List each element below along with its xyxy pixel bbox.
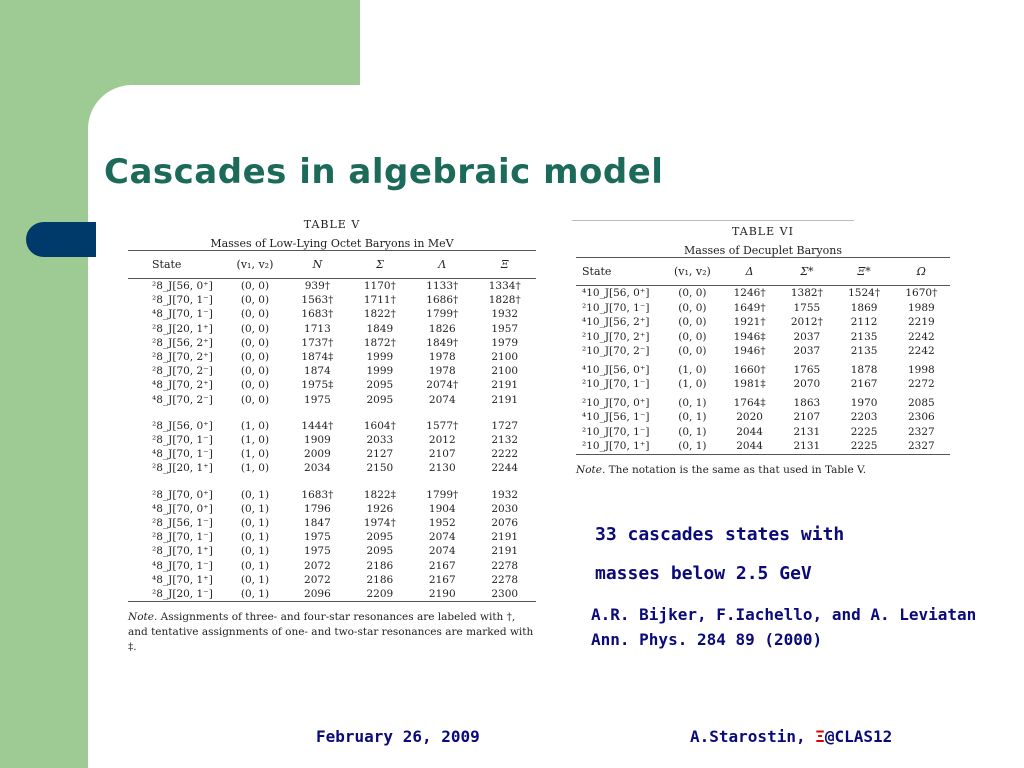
table-vi-cell: 2020 (736, 411, 763, 423)
table-v-row (128, 350, 536, 364)
table-vi-row (576, 344, 950, 359)
table-vi-cell: 2167 (850, 378, 878, 390)
table-vi-cell: ²10_J[70, 2⁻] (582, 345, 650, 357)
table-v-cell: 2095 (366, 531, 394, 544)
table-vi-cell: (0, 0) (678, 330, 707, 343)
table-vi-cell: 1863 (793, 396, 821, 409)
table-vi-grid (576, 257, 950, 455)
table-v-cell: (0, 1) (240, 545, 270, 558)
table-v-cell: 2167 (428, 573, 456, 586)
table-v-cell: ²8_J[70, 1⁻] (152, 294, 213, 307)
table-vi-cell: 2219 (907, 316, 935, 328)
table-v-cell: 1975 (304, 393, 331, 406)
table-v-cell: ²8_J[70, 0⁺] (152, 488, 213, 501)
table-v-cell: 1999 (366, 351, 394, 364)
table-v-cell: 2107 (428, 448, 456, 461)
table-v-row (128, 433, 536, 447)
table-v-label: TABLE V (303, 218, 361, 231)
table-vi-cell: 1946‡ (733, 330, 766, 343)
table-v-cell: 1874‡ (301, 351, 334, 364)
table-v-cell: 1975‡ (301, 379, 334, 392)
table-v-cell: 1683† (301, 488, 334, 501)
table-vi-cell: 1946† (733, 345, 766, 357)
table-vi-cell: 2272 (907, 378, 935, 390)
table-v-cell: 2095 (366, 393, 394, 406)
table-v-row (128, 516, 536, 530)
table-v-cell: 1822‡ (363, 488, 396, 501)
table-v-cell: (1, 0) (240, 419, 270, 432)
table-v-cell: 2191 (491, 545, 519, 558)
table-v-cell: 1334† (488, 280, 521, 292)
table-vi-cell: 2012† (790, 316, 823, 328)
table-vi-cell: 1246† (733, 287, 766, 299)
table-v-cell: 2132 (491, 434, 519, 447)
table-vi-cell: (0, 0) (678, 301, 707, 314)
table-vi-cell: 2107 (793, 411, 821, 423)
table-v-cell: (0, 1) (240, 502, 270, 515)
summary-line-1: 33 cascades states with (595, 524, 845, 545)
table-v-group-gap (128, 476, 536, 488)
table-v-cell: 1713 (304, 322, 331, 335)
table-vi-cell: 1649† (733, 301, 766, 314)
table-v-cell: ²8_J[70, 1⁻] (152, 434, 213, 447)
table-v-cell: 2186 (366, 559, 394, 572)
table-v-header: N (312, 258, 323, 271)
table-vi-row (576, 439, 950, 454)
table-v-cell: 2034 (304, 462, 331, 475)
table-v-cell: 2278 (491, 559, 519, 572)
table-v-cell: (0, 0) (240, 379, 270, 392)
table-vi-cell: 2203 (850, 411, 878, 423)
table-v-row (128, 336, 536, 350)
table-vi-cell: 1869 (850, 301, 878, 314)
table-vi-cell: 2135 (850, 330, 878, 343)
table-v-cell: 2009 (304, 448, 331, 461)
table-vi-cell: ⁴10_J[56, 1⁻] (582, 411, 650, 423)
table-v-header: (v₁, v₂) (236, 258, 274, 271)
table-vi-cell: 1382† (790, 287, 823, 299)
table-v-cell: (0, 1) (240, 588, 270, 601)
table-v-cell: 2074 (428, 393, 456, 406)
table-v-note-text: Assignments of three- and four-star resonances are labeled with †, and tentative assignments of one- and two-star resonances are marked with ‡. (128, 611, 534, 654)
table-v-cell: ²8_J[70, 1⁻] (152, 531, 213, 544)
table-v-header: Λ (438, 258, 447, 271)
table-vi-row (576, 330, 950, 345)
table-v-cell: 1170† (363, 280, 396, 292)
table-v-cell: 2100 (491, 365, 519, 378)
table-vi-row (576, 396, 950, 411)
decorative-tab (26, 222, 96, 257)
table-v-cell: 1978 (428, 351, 456, 364)
table-vi-cell: (0, 0) (678, 287, 707, 299)
table-v-cell: 1799† (426, 488, 459, 501)
table-vi-note-label: Note. (576, 463, 606, 476)
table-v-cell: ²8_J[56, 0⁺] (152, 280, 213, 292)
table-vi-cell: 1878 (850, 363, 878, 376)
table-v-cell: 1952 (428, 517, 456, 530)
table-vi-row (576, 377, 950, 392)
table-vi-cell: 2070 (793, 378, 821, 390)
table-v-cell: ⁴8_J[70, 2⁺] (152, 379, 213, 392)
table-v-cell: 2095 (366, 379, 394, 392)
table-vi-row (576, 425, 950, 440)
table-v-row (128, 279, 536, 294)
table-v-cell: 1683† (301, 308, 334, 321)
table-v-cell: ⁴8_J[70, 1⁺] (152, 573, 213, 586)
table-v-cell: 1974† (363, 517, 396, 530)
table-v-cell: 2074† (426, 379, 459, 392)
table-v-cell: ²8_J[20, 1⁺] (152, 462, 213, 475)
xi-symbol: Ξ (815, 727, 825, 746)
table-v-cell: 1796 (304, 502, 331, 515)
table-v-cell: (0, 1) (240, 559, 270, 572)
table-v-cell: 1799† (426, 308, 459, 321)
table-v-cell: (1, 0) (240, 462, 270, 475)
table-v (128, 218, 536, 655)
table-v-cell: ⁴8_J[70, 2⁻] (152, 393, 213, 406)
table-v-cell: 2191 (491, 393, 519, 406)
table-v-row (128, 393, 536, 407)
table-v-header-row (128, 251, 536, 279)
background-green-strip (0, 0, 88, 768)
table-v-cell: ²8_J[20, 1⁻] (152, 588, 213, 601)
table-v-cell: 2030 (491, 502, 519, 515)
table-v-cell: (0, 0) (240, 393, 270, 406)
table-v-cell: (0, 0) (240, 280, 270, 292)
table-v-cell: 2072 (304, 573, 331, 586)
table-vi-cell: 1981‡ (733, 378, 766, 390)
table-v-cell: 1686† (426, 294, 459, 307)
table-v-cell: ²8_J[56, 0⁺] (152, 419, 213, 432)
table-v-cell: (0, 1) (240, 573, 270, 586)
table-vi-cell: (0, 1) (678, 440, 707, 452)
table-v-cell: 1563† (301, 294, 334, 307)
table-v-cell: ⁴8_J[70, 0⁺] (152, 502, 213, 515)
table-v-cell: 1849† (426, 336, 459, 349)
table-v-cell: 1847 (304, 517, 331, 530)
slide-title: Cascades in algebraic model (104, 152, 664, 192)
table-vi-cell: 1998 (907, 363, 935, 376)
table-vi-cell: 2131 (793, 440, 821, 452)
table-v-row (128, 461, 536, 475)
table-vi-cell: 1670† (905, 287, 938, 299)
table-v-cell: ⁴8_J[70, 1⁻] (152, 559, 213, 572)
table-vi-cell: 2044 (736, 425, 763, 438)
table-v-row (128, 502, 536, 516)
table-vi-cell: 2085 (907, 396, 935, 409)
table-vi-top-line (572, 220, 854, 221)
table-v-row (128, 544, 536, 558)
table-v-row (128, 559, 536, 573)
table-v-cell: 1849 (366, 322, 394, 335)
table-vi-header: Ξ* (857, 265, 871, 278)
table-v-row (128, 573, 536, 587)
table-vi-row (576, 315, 950, 330)
table-vi-cell: (1, 0) (678, 378, 707, 390)
table-v-cell: 2127 (366, 448, 394, 461)
table-v-cell: (0, 0) (240, 351, 270, 364)
table-v-row (128, 447, 536, 461)
footer-date: February 26, 2009 (316, 727, 480, 746)
table-v-cell: 1932 (491, 308, 519, 321)
table-v-row (128, 322, 536, 336)
table-vi-cell: 1970 (850, 396, 878, 409)
table-v-row (128, 307, 536, 321)
table-v-cell: 2209 (366, 588, 394, 601)
table-v-cell: 2076 (491, 517, 519, 530)
table-v-cell: (1, 0) (240, 434, 270, 447)
table-vi-cell: ²10_J[70, 1⁺] (582, 440, 650, 452)
table-v-cell: 2095 (366, 545, 394, 558)
table-vi-cell: ²10_J[70, 1⁻] (582, 378, 650, 390)
table-v-header: State (152, 258, 182, 271)
table-vi-cell: 2225 (850, 425, 878, 438)
table-v-cell: ²8_J[70, 2⁻] (152, 365, 213, 378)
table-vi-cell: 1989 (907, 301, 935, 314)
table-v-note-label: Note. (128, 611, 158, 624)
table-vi-cell: 1524† (848, 287, 881, 299)
table-vi-cell: ²10_J[70, 1⁻] (582, 301, 650, 314)
table-v-header: Ξ (500, 258, 509, 271)
table-v-cell: 1975 (304, 545, 331, 558)
table-vi-header: Σ* (800, 265, 814, 278)
table-vi-cell: 2131 (793, 425, 821, 438)
table-v-cell: 1133† (426, 280, 459, 292)
table-v-row (128, 293, 536, 307)
table-vi-note (576, 463, 950, 478)
table-vi-body (576, 286, 950, 455)
footer-author (690, 727, 892, 746)
table-vi-cell: 2225 (850, 440, 878, 452)
table-v-cell: 2190 (428, 588, 456, 601)
table-v-cell: 939† (304, 280, 331, 292)
table-v-cell: 2072 (304, 559, 331, 572)
table-v-cell: (1, 0) (240, 448, 270, 461)
table-v-cell: ²8_J[70, 2⁺] (152, 351, 213, 364)
table-v-caption: Masses of Low-Lying Octet Baryons in MeV (210, 237, 454, 250)
table-vi-row (576, 363, 950, 378)
table-vi-cell: (0, 0) (678, 316, 707, 328)
table-vi-header: Δ (745, 265, 754, 278)
table-v-cell: 2167 (428, 559, 456, 572)
table-vi-cell: 1921† (733, 316, 766, 328)
table-v-cell: 1909 (304, 434, 331, 447)
table-v-cell: 1926 (366, 502, 394, 515)
table-vi-cell: ²10_J[70, 2⁺] (582, 330, 650, 343)
table-v-grid (128, 250, 536, 602)
table-vi-cell: 2327 (907, 425, 935, 438)
table-v-cell: 2222 (491, 448, 519, 461)
table-vi-cell: (0, 1) (678, 425, 707, 438)
table-v-cell: 2191 (491, 379, 519, 392)
table-v-cell: 2191 (491, 531, 519, 544)
table-v-cell: 2074 (428, 531, 456, 544)
table-v-cell: 2186 (366, 573, 394, 586)
table-vi-cell: ⁴10_J[56, 2⁺] (582, 316, 650, 328)
table-v-cell: 1822† (363, 308, 396, 321)
table-vi-cell: 2242 (907, 330, 935, 343)
table-v-cell: (0, 0) (240, 365, 270, 378)
table-vi (576, 225, 950, 478)
table-vi-cell: (0, 1) (678, 411, 707, 423)
table-v-cell: 2074 (428, 545, 456, 558)
table-v-cell: 1978 (428, 365, 456, 378)
summary-line-2: masses below 2.5 GeV (595, 563, 812, 584)
table-vi-cell: 2135 (850, 345, 878, 357)
table-v-cell: 1872† (363, 336, 396, 349)
table-v-cell: 1979 (491, 336, 519, 349)
table-v-cell: ²8_J[20, 1⁺] (152, 322, 213, 335)
table-vi-row (576, 301, 950, 316)
table-vi-cell: ⁴10_J[56, 0⁺] (582, 363, 650, 376)
table-v-cell: (0, 0) (240, 322, 270, 335)
table-vi-header: Ω (916, 265, 926, 278)
table-v-cell: (0, 0) (240, 336, 270, 349)
table-vi-header-row (576, 258, 950, 286)
table-v-cell: 2130 (428, 462, 456, 475)
table-vi-cell: (0, 1) (678, 396, 707, 409)
table-v-cell: 2278 (491, 573, 519, 586)
table-v-cell: (0, 0) (240, 294, 270, 307)
table-v-cell: 1999 (366, 365, 394, 378)
table-vi-row (576, 410, 950, 425)
table-v-cell: 1874 (304, 365, 331, 378)
table-v-cell: ²8_J[56, 1⁻] (152, 517, 213, 530)
table-v-cell: 2033 (366, 434, 394, 447)
footer-author-suffix: @CLAS12 (824, 727, 893, 746)
table-v-cell: ⁴8_J[70, 1⁻] (152, 308, 213, 321)
table-v-cell: (0, 0) (240, 308, 270, 321)
table-v-cell: 1932 (491, 488, 519, 501)
table-vi-cell: 2037 (793, 330, 821, 343)
table-v-cell: 1444† (301, 419, 334, 432)
table-vi-note-text: The notation is the same as that used in Table V. (608, 463, 867, 476)
table-v-row (128, 378, 536, 392)
table-v-cell: (0, 1) (240, 488, 270, 501)
table-vi-label: TABLE VI (732, 225, 794, 238)
table-v-cell: 1577† (426, 419, 459, 432)
table-v-body (128, 279, 536, 602)
table-vi-cell: ²10_J[70, 0⁺] (582, 396, 650, 409)
table-vi-cell: ²10_J[70, 1⁻] (582, 425, 650, 438)
table-v-cell: (0, 1) (240, 531, 270, 544)
table-v-cell: 2012 (428, 434, 456, 447)
table-v-row (128, 419, 536, 433)
table-vi-cell: 2242 (907, 345, 935, 357)
table-v-row (128, 530, 536, 544)
table-v-header: Σ (375, 258, 384, 271)
table-v-cell: ⁴8_J[70, 1⁻] (152, 448, 213, 461)
table-v-cell: 1826 (428, 322, 456, 335)
table-v-cell: 2150 (366, 462, 394, 475)
table-v-row (128, 364, 536, 378)
table-v-cell: 2300 (491, 588, 519, 601)
table-vi-caption: Masses of Decuplet Baryons (684, 244, 842, 257)
table-vi-cell: 1764‡ (733, 396, 766, 409)
table-v-cell: ²8_J[70, 1⁺] (152, 545, 213, 558)
table-vi-row (576, 286, 950, 301)
table-v-cell: 2244 (491, 462, 519, 475)
footer-author-prefix: A.Starostin, (690, 727, 816, 746)
table-v-cell: 2096 (304, 588, 331, 601)
table-v-note (128, 610, 536, 655)
table-vi-cell: 2327 (907, 440, 935, 452)
table-vi-cell: 2037 (793, 345, 821, 357)
table-v-cell: 1604† (363, 419, 396, 432)
table-v-cell: 1727 (491, 419, 519, 432)
table-v-row (128, 587, 536, 602)
table-v-cell: (0, 1) (240, 517, 270, 530)
table-vi-cell: 1765 (793, 363, 821, 376)
table-vi-cell: (1, 0) (678, 363, 707, 376)
table-vi-cell: (0, 0) (678, 345, 707, 357)
table-v-cell: 1711† (363, 294, 396, 307)
table-v-cell: 1957 (491, 322, 519, 335)
reference-journal: Ann. Phys. 284 89 (2000) (591, 630, 823, 649)
table-v-row (128, 488, 536, 502)
table-v-cell: 1975 (304, 531, 331, 544)
table-vi-cell: 2044 (736, 440, 763, 452)
table-vi-cell: 2306 (907, 411, 935, 423)
table-v-cell: 2100 (491, 351, 519, 364)
table-vi-cell: ⁴10_J[56, 0⁺] (582, 287, 650, 299)
table-vi-cell: 1660† (733, 363, 766, 376)
table-v-cell: 1737† (301, 336, 334, 349)
reference-authors: A.R. Bijker, F.Iachello, and A. Leviatan (591, 605, 977, 624)
table-v-group-gap (128, 407, 536, 419)
table-v-cell: 1828† (488, 294, 521, 307)
table-vi-cell: 1755 (793, 301, 821, 314)
table-vi-header: State (582, 265, 612, 278)
table-vi-cell: 2112 (850, 316, 878, 328)
table-v-cell: 1904 (428, 502, 456, 515)
table-v-cell: ²8_J[56, 2⁺] (152, 336, 213, 349)
table-vi-header: (v₁, v₂) (673, 265, 711, 278)
